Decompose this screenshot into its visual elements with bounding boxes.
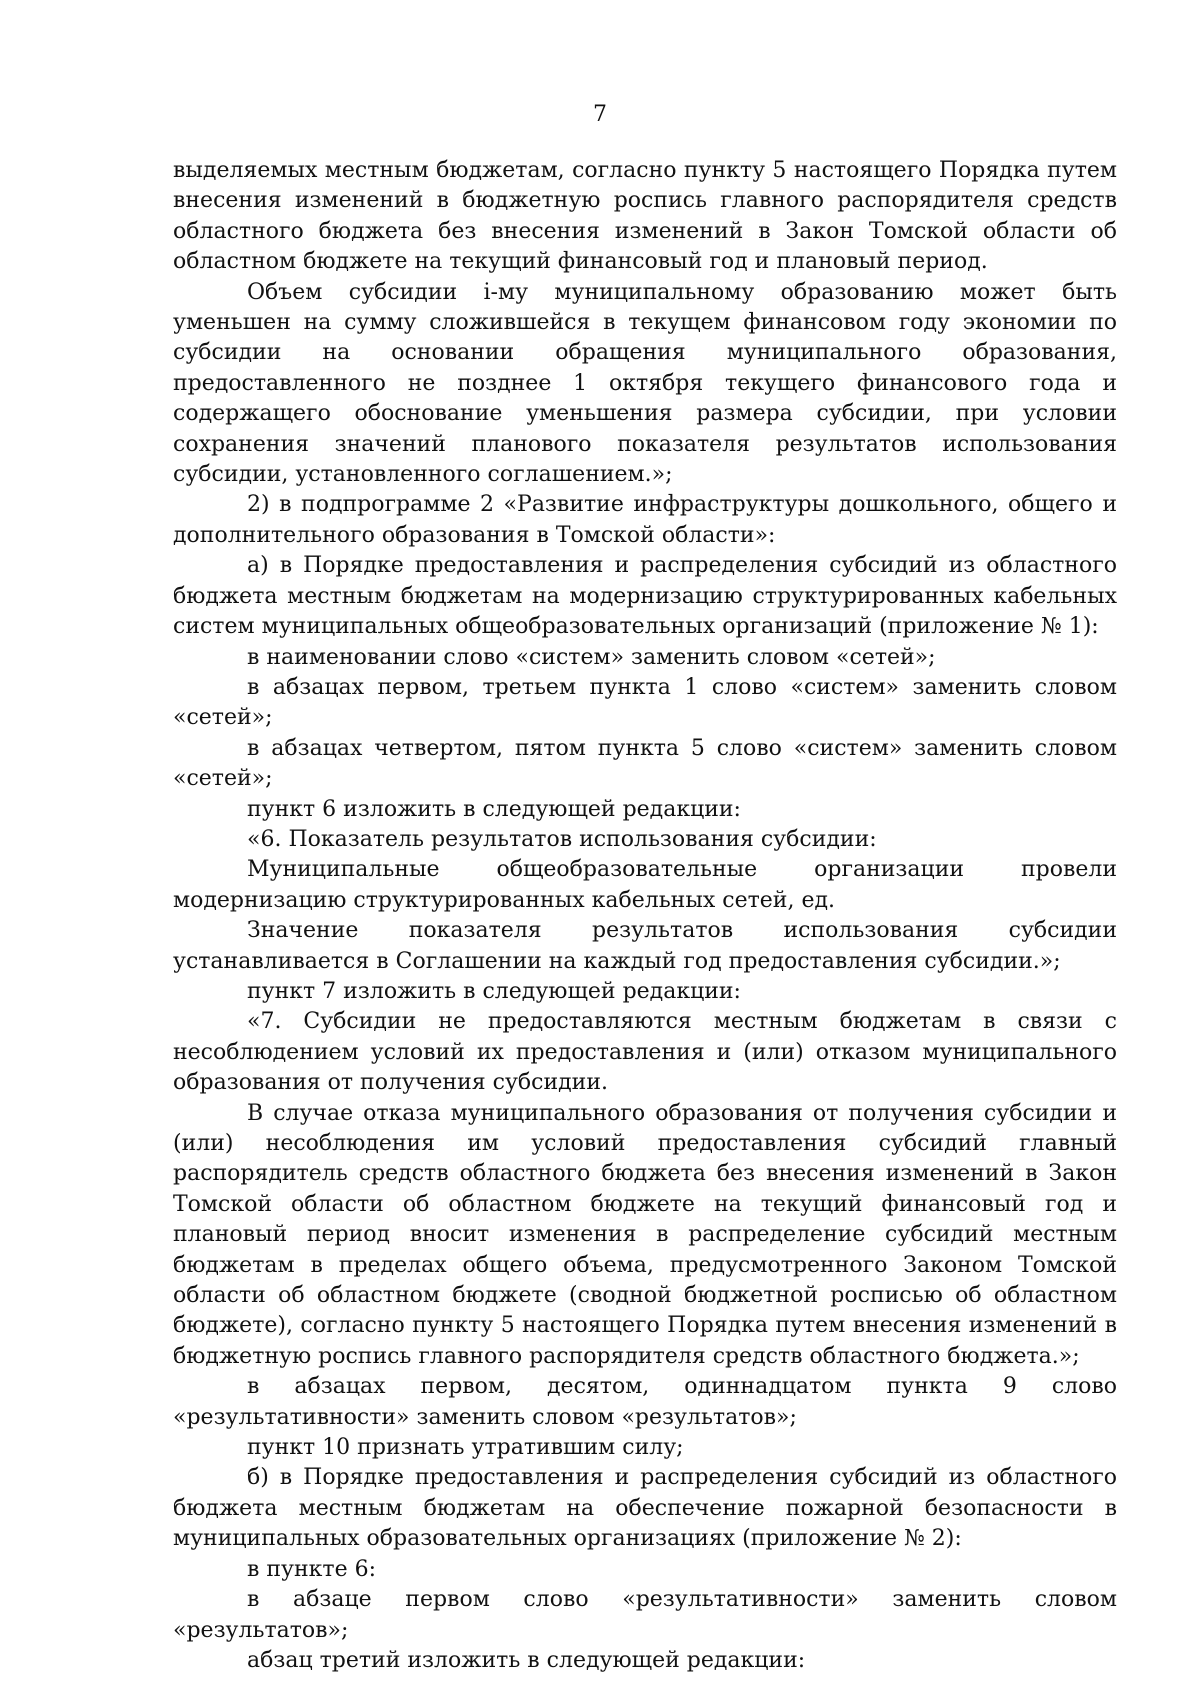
paragraph: 2) в подпрограмме 2 «Развитие инфраструктуры дошкольного, общего и дополнительного образования в Томской области»: (173, 492, 1117, 548)
paragraph: Значение показателя результатов использования субсидии устанавливается в Соглашении на каждый год предоставления субсидии.»; (173, 918, 1117, 974)
paragraph: а) в Порядке предоставления и распределения субсидий из областного бюджета местным бюджетам на модернизацию структурированных кабельных систем муниципальных общеобразовательных организаций (приложение № 1): (173, 553, 1117, 640)
paragraph: в абзацах четвертом, пятом пункта 5 слово «систем» заменить словом «сетей»; (173, 735, 1117, 792)
paragraph: пункт 6 изложить в следующей редакции: (247, 796, 741, 822)
paragraph: выделяемых местным бюджетам, согласно пункту 5 настоящего Порядка путем внесения изменений в бюджетную роспись главного распорядителя средств областного бюджета без внесения изменений в Закон Томской области об областном бюджете на текущий финансовый год и плановый период. (173, 158, 1117, 275)
paragraph: «7. Субсидии не предоставляются местным бюджетам в связи с несоблюдением условий их предоставления и (или) отказом муниципального образования от получения субсидии. (173, 1009, 1117, 1096)
paragraph: в абзаце первом слово «результативности» заменить словом «результатов»; (173, 1587, 1117, 1643)
paragraph: В случае отказа муниципального образования от получения субсидии и (или) несоблюдения им условий предоставления субсидий главный распорядитель средств областного бюджета без внесения изменений в Закон Томской области об областном бюджете на текущий финансовый год и плановый период вносит изменения в распределение субсидий местным бюджетам в пределах общего объема, предусмотренного Законом Томской области об областном бюджете (сводной бюджетной росписью об областном бюджете), согласно пункту 5 настоящего Порядка путем внесения изменений в бюджетную роспись главного распорядителя средств областного бюджета.»; (173, 1100, 1117, 1369)
paragraph: в пункте 6: (247, 1556, 376, 1582)
paragraph: «6. Показатель результатов использования субсидии: (247, 826, 877, 852)
paragraph: Объем субсидии i-му муниципальному образованию может быть уменьшен на сумму сложившейся в текущем финансовом году экономии по субсидии на основании обращения муниципального образования, предоставленного не позднее 1 октября текущего финансового года и содержащего обоснование уменьшения размера субсидии, при условии сохранения значений планового показателя результатов использования субсидии, установленного соглашением.»; (173, 279, 1117, 488)
paragraph: в абзацах первом, десятом, одиннадцатом пункта 9 слово «результативности» заменить словом «результатов»; (173, 1374, 1117, 1430)
paragraph: Муниципальные общеобразовательные организации провели модернизацию структурированных кабельных сетей, ед. (173, 857, 1117, 913)
paragraph: пункт 7 изложить в следующей редакции: (247, 978, 741, 1004)
page-number: 7 (593, 102, 607, 127)
paragraph: в наименовании слово «систем» заменить словом «сетей»; (247, 644, 936, 670)
paragraph: б) в Порядке предоставления и распределения субсидий из областного бюджета местным бюджетам на обеспечение пожарной безопасности в муниципальных образовательных организациях (приложение № 2): (173, 1465, 1117, 1552)
document-body (173, 156, 1117, 1676)
paragraph: пункт 10 признать утратившим силу; (247, 1435, 684, 1461)
paragraph: абзац третий изложить в следующей редакции: (247, 1647, 806, 1673)
paragraph: в абзацах первом, третьем пункта 1 слово «систем» заменить словом «сетей»; (173, 674, 1117, 731)
